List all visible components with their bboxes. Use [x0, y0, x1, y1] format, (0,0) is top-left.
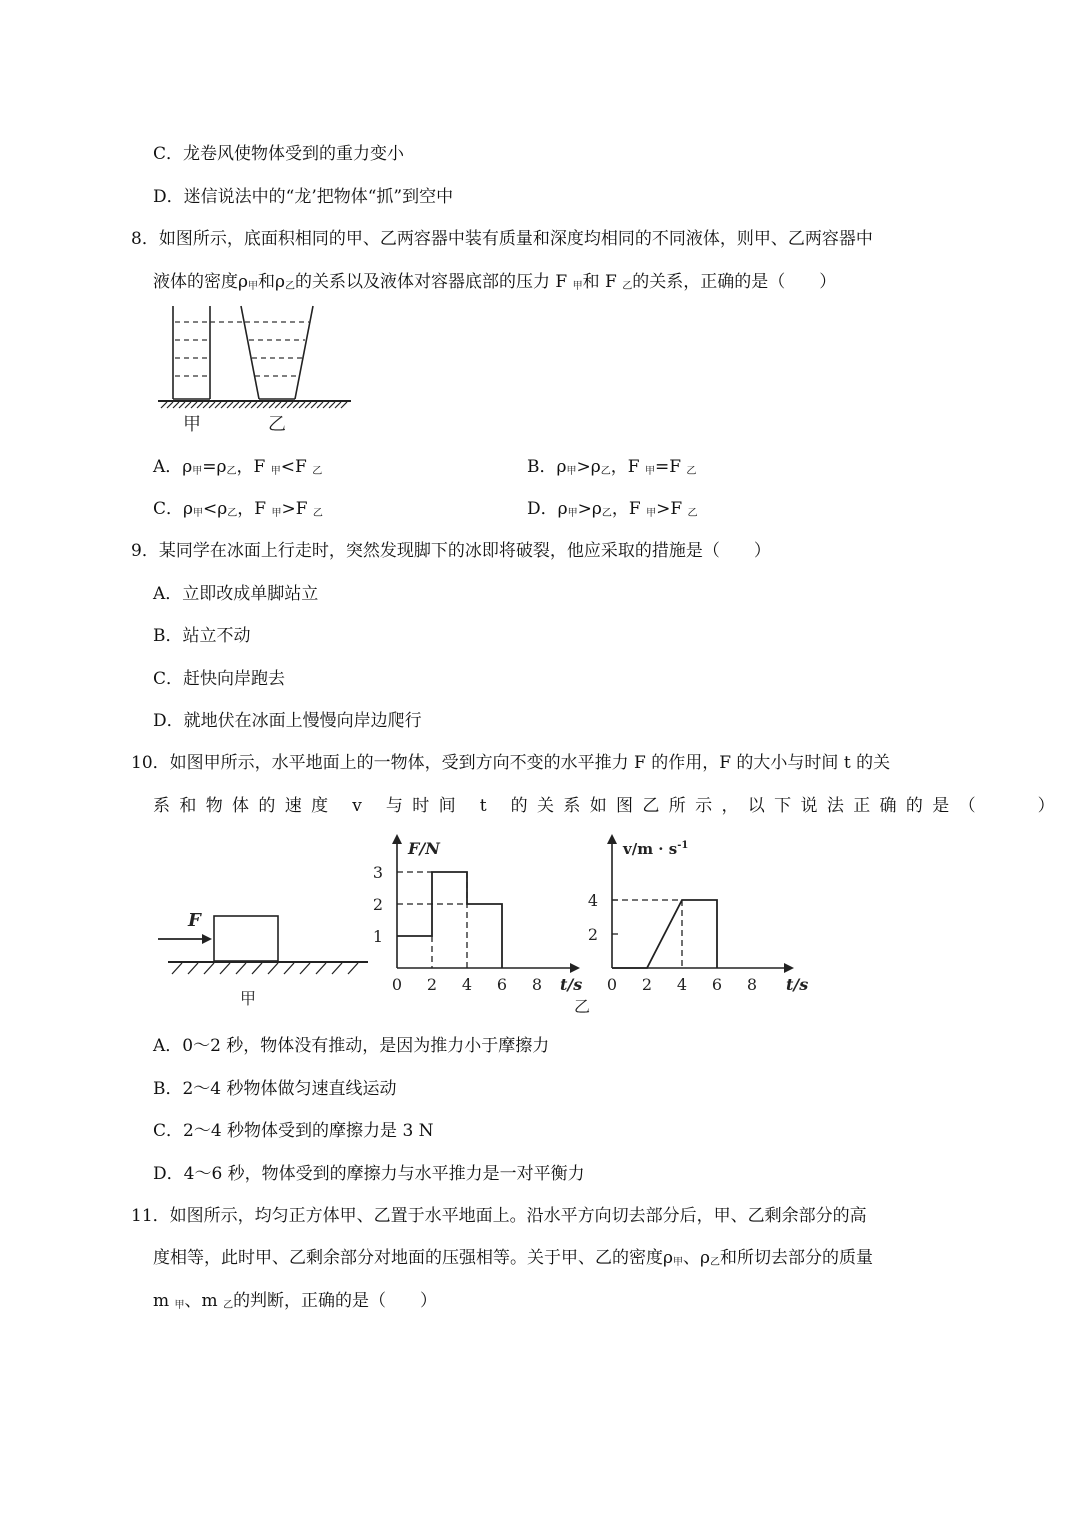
- v-graph-ticks: [588, 891, 757, 994]
- q9-option-a: A．立即改成单脚站立: [153, 584, 319, 604]
- text: 和所切去部分的质量: [720, 1248, 873, 1268]
- text: 和ρ: [258, 272, 285, 292]
- subscript: 乙: [686, 466, 697, 477]
- text: ，F: [611, 499, 647, 519]
- container-yi: [241, 306, 313, 399]
- q10-option-d: D．4～6 秒，物体受到的摩擦力与水平推力是一对平衡力: [153, 1164, 585, 1184]
- y-tick-label: 1: [372, 927, 383, 946]
- q7-option-d: D．迷信说法中的“龙’把物体“抓”到空中: [153, 187, 454, 207]
- text: A．ρ: [153, 457, 193, 477]
- subscript: 乙: [226, 466, 237, 477]
- label-jia: 甲: [240, 989, 257, 1008]
- y-axis-label-exp: -1: [677, 840, 689, 851]
- q10-option-a: A．0～2 秒，物体没有推动，是因为推力小于摩擦力: [153, 1036, 550, 1056]
- q7-option-c: C．龙卷风使物体受到的重力变小: [153, 144, 405, 164]
- ground-hatch: [172, 963, 358, 974]
- liquid-lines-jia: [175, 322, 243, 376]
- subscript: 乙: [601, 508, 612, 519]
- subscript: 甲: [271, 508, 282, 519]
- q10-block-figure: [150, 900, 375, 1010]
- text: 、ρ: [683, 1248, 710, 1268]
- y-axis-label-text: v/m · s: [623, 840, 678, 858]
- label-yi: 乙: [573, 997, 590, 1016]
- q10-stem-line2: 系和物体的速度 v 与时间 t 的关系如图乙所示，以下说法正确的是（ ）: [153, 796, 1064, 816]
- x-tick-label: 8: [746, 975, 758, 994]
- text: D．ρ: [527, 499, 568, 519]
- v-graph-series: [612, 900, 717, 968]
- f-graph-ticks: [373, 863, 542, 994]
- text: m: [153, 1291, 175, 1311]
- subscript: 乙: [223, 1300, 234, 1311]
- text: 和 F: [582, 272, 623, 292]
- text: ，F: [610, 457, 645, 477]
- x-axis-label: t/s: [786, 975, 809, 994]
- x-tick-label: 0: [606, 975, 618, 994]
- x-tick-label: 6: [496, 975, 508, 994]
- subscript: 甲: [673, 1257, 683, 1268]
- text: ，F: [236, 457, 271, 477]
- label-jia: 甲: [183, 414, 201, 435]
- subscript: 乙: [710, 1257, 720, 1268]
- q10-stem-line1: 10．如图甲所示，水平地面上的一物体，受到方向不变的水平推力 F 的作用，F 的大小与时间 t 的关: [131, 753, 891, 773]
- x-tick-label: 8: [531, 975, 543, 994]
- y-tick-label: 4: [587, 891, 598, 910]
- q11-stem-line1: 11．如图所示，均匀正方体甲、乙置于水平地面上。沿水平方向切去部分后，甲、乙剩余部分的高: [131, 1206, 867, 1226]
- text: 的关系以及液体对容器底部的压力 F: [295, 272, 573, 292]
- text: 的判断，正确的是（ ）: [233, 1291, 438, 1311]
- q10-option-c: C．2～4 秒物体受到的摩擦力是 3 N: [153, 1121, 434, 1141]
- text: 的关系，正确的是（ ）: [632, 272, 837, 292]
- x-tick-label: 4: [676, 975, 688, 994]
- subscript: 甲: [174, 1300, 185, 1311]
- f-t-graph: [360, 830, 590, 1020]
- text: >ρ: [577, 499, 602, 519]
- subscript: 甲: [248, 281, 258, 292]
- q11-stem-line3: [153, 1286, 437, 1311]
- text: 液体的密度ρ: [153, 272, 248, 292]
- subscript: 甲: [193, 508, 204, 519]
- x-tick-label: 6: [711, 975, 723, 994]
- x-tick-label: 2: [641, 975, 653, 994]
- y-tick-label: 2: [372, 895, 383, 914]
- subscript: 甲: [566, 466, 577, 477]
- subscript: 乙: [312, 508, 323, 519]
- subscript: 甲: [644, 466, 655, 477]
- container-jia: [173, 306, 210, 399]
- text: <ρ: [203, 499, 228, 519]
- x-tick-label: 2: [426, 975, 438, 994]
- subscript: 乙: [227, 508, 238, 519]
- subscript: 甲: [270, 466, 281, 477]
- q9-option-d: D．就地伏在冰面上慢慢向岸边爬行: [153, 711, 422, 731]
- f-graph-series: [397, 872, 502, 968]
- liquid-lines-yi: [245, 322, 309, 376]
- v-graph-guides: [612, 900, 682, 968]
- text: C．ρ: [153, 499, 194, 519]
- text: 、m: [184, 1291, 224, 1311]
- x-tick-label: 4: [461, 975, 473, 994]
- q8-stem-line1: 8．如图所示，底面积相同的甲、乙两容器中装有质量和深度均相同的不同液体，则甲、乙两容器中: [131, 229, 873, 249]
- text: 度相等，此时甲、乙剩余部分对地面的压强相等。关于甲、乙的密度ρ: [153, 1248, 673, 1268]
- y-axis-label: F/N: [408, 839, 440, 858]
- q8-option-d: [527, 494, 698, 519]
- block: [214, 916, 278, 961]
- q9-option-b: B．站立不动: [153, 626, 251, 646]
- subscript: 乙: [622, 281, 633, 292]
- subscript: 乙: [687, 508, 698, 519]
- x-axis-arrow: [784, 963, 794, 973]
- subscript: 甲: [567, 508, 578, 519]
- text: <F: [280, 457, 313, 477]
- x-axis-label: t/s: [560, 975, 583, 994]
- q8-option-a: [153, 452, 322, 477]
- y-axis-arrow: [607, 834, 617, 844]
- x-axis-arrow: [570, 963, 580, 973]
- q8-option-b: [527, 452, 696, 477]
- text: >F: [656, 499, 688, 519]
- subscript: 甲: [572, 281, 583, 292]
- q8-option-c: [153, 494, 323, 519]
- subscript: 乙: [312, 466, 323, 477]
- text: >ρ: [576, 457, 601, 477]
- subscript: 乙: [600, 466, 611, 477]
- text: B．ρ: [527, 457, 567, 477]
- subscript: 甲: [646, 508, 657, 519]
- y-axis-label: [622, 840, 688, 858]
- subscript: 甲: [192, 466, 203, 477]
- arrow-head: [202, 934, 212, 944]
- ground-hatch: [161, 402, 347, 408]
- series-line: [397, 872, 502, 968]
- q8-containers-figure: [155, 300, 355, 440]
- text: =ρ: [202, 457, 227, 477]
- v-t-graph: [587, 830, 820, 1020]
- q11-stem-line2: [153, 1243, 873, 1268]
- q9-option-c: C．赶快向岸跑去: [153, 669, 286, 689]
- label-yi: 乙: [268, 414, 286, 435]
- q9-stem: 9．某同学在冰面上行走时，突然发现脚下的冰即将破裂，他应采取的措施是（ ）: [131, 541, 771, 561]
- q8-stem-line2: [153, 267, 836, 292]
- text: =F: [654, 457, 687, 477]
- y-axis-arrow: [392, 834, 402, 844]
- text: >F: [281, 499, 313, 519]
- text: ，F: [237, 499, 272, 519]
- subscript: 乙: [285, 281, 295, 292]
- x-tick-label: 0: [391, 975, 403, 994]
- series-line: [612, 900, 717, 968]
- y-tick-label: 2: [587, 925, 598, 944]
- y-tick-label: 3: [372, 863, 383, 882]
- force-label: F: [188, 910, 201, 931]
- q10-option-b: B．2～4 秒物体做匀速直线运动: [153, 1079, 397, 1099]
